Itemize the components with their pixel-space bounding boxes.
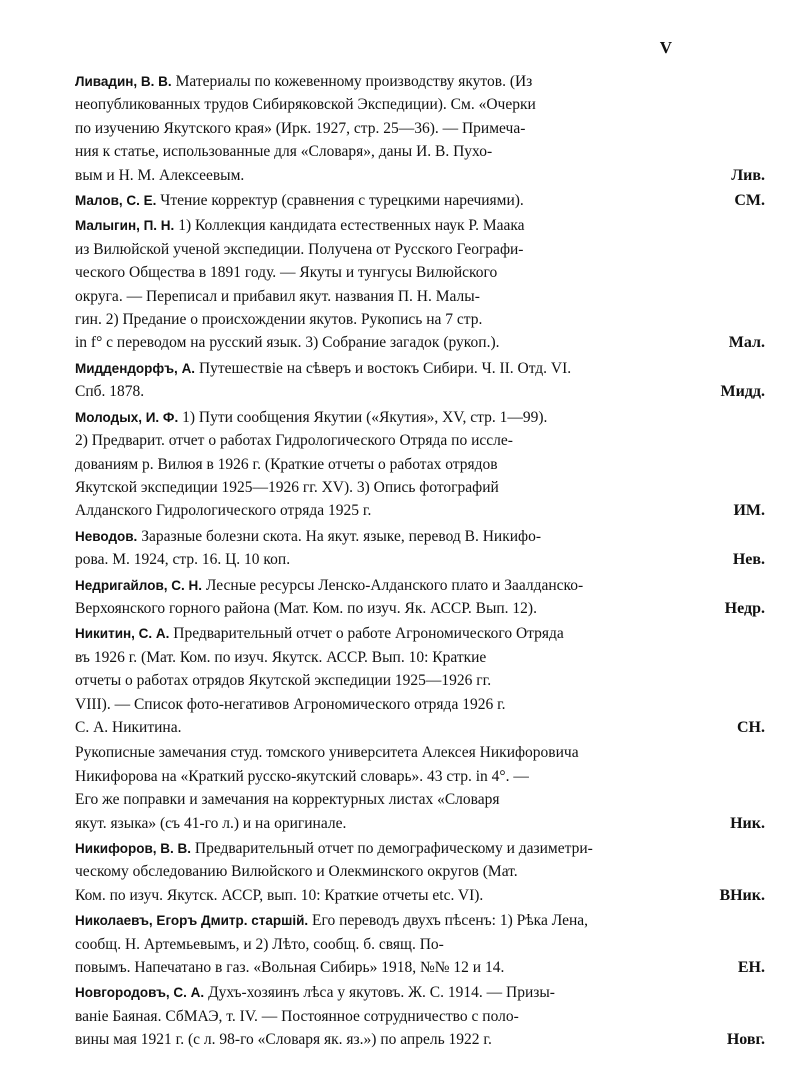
- entry-line-text: ваніе Баяная. СбМАЭ, т. IV. — Постоянное сотрудничество с поло-: [75, 1007, 519, 1025]
- bibliography-entry: [75, 574, 765, 621]
- entry-text: [75, 981, 652, 1051]
- entry-author: Никифоров, В. В.: [75, 841, 192, 856]
- entry-line-text: из Вилюйской ученой экспедиции. Получена от Русского Географи-: [75, 240, 524, 258]
- entry-line: [75, 981, 652, 1004]
- entry-line: [75, 70, 652, 93]
- entry-line-text: 1) Коллекция кандидата естественных наук Р. Маака: [178, 217, 525, 235]
- entry-abbreviation: ИМ.: [733, 502, 765, 520]
- entry-author: Новгородовъ, С. А.: [75, 985, 205, 1001]
- entry-line: [75, 837, 652, 860]
- entry-abbreviation: Новг.: [726, 1031, 765, 1049]
- entry-line-text: Его переводъ двухъ пѣсенъ: 1) Рѣка Лена,: [312, 912, 589, 930]
- entry-line-text: Якутской экспедиции 1925—1926 гг. XV). 3) Опись фотографий: [75, 478, 499, 496]
- entry-line: [75, 261, 652, 284]
- bibliography-entry: [75, 214, 765, 354]
- bibliography-entry: [75, 909, 765, 979]
- entry-author: Недригайлов, С. Н.: [75, 577, 202, 593]
- entry-line-text: сообщ. Н. Артемьевымъ, и 2) Лѣто, сообщ. б. свящ. По-: [75, 935, 444, 953]
- entry-text: [75, 741, 652, 835]
- entry-line-text: якут. языка» (съ 41-го л.) и на оригинале.: [75, 814, 347, 832]
- entry-line-text: Чтение корректур (сравнения с турецкими наречиями).: [160, 192, 524, 210]
- entry-line: [75, 574, 652, 597]
- entry-line: [75, 380, 652, 403]
- entry-line-text: дованиям р. Вилюя в 1926 г. (Краткие отчеты о работах отрядов: [75, 455, 498, 473]
- entry-line: [75, 308, 652, 331]
- entry-line: [75, 238, 652, 261]
- entry-line: [75, 669, 652, 692]
- entry-text: [75, 574, 652, 621]
- bibliography-entry: [75, 981, 765, 1051]
- entry-author: Малыгин, П. Н.: [75, 218, 175, 234]
- entry-text: [75, 214, 652, 354]
- entry-line: [75, 1028, 652, 1051]
- entry-line: [75, 597, 652, 620]
- bibliography-entry: [75, 525, 765, 572]
- entry-author: Малов, С. Е.: [75, 193, 157, 209]
- bibliography-entry: [75, 70, 765, 187]
- entry-author: Неводов.: [75, 528, 138, 544]
- entry-line: [75, 788, 652, 811]
- entry-line-text: VIII). — Список фото-негативов Агрономического отряда 1926 г.: [75, 695, 506, 713]
- entry-text: [75, 189, 652, 212]
- entry-line-text: Предварительный отчет о работе Агрономического Отряда: [173, 625, 564, 643]
- entry-line-text: Лесные ресурсы Ленско-Алданского плато и Заалданско-: [205, 576, 584, 594]
- bibliography-entry: [75, 837, 765, 907]
- page-number: V: [659, 38, 672, 57]
- entry-line: [75, 548, 652, 571]
- entry-line-text: Спб. 1878.: [75, 383, 145, 401]
- entry-line-text: вины мая 1921 г. (с л. 98-го «Словаря як. яз.») по апрель 1922 г.: [75, 1031, 492, 1049]
- entry-line: [75, 164, 652, 187]
- entry-line: [75, 860, 652, 883]
- entry-line-text: Рукописные замечания студ. томского университета Алексея Никифоровича: [75, 744, 579, 762]
- entry-line-text: ния к статье, использованные для «Словаря», даны И. В. Пухо-: [75, 143, 493, 161]
- entry-line: [75, 956, 652, 979]
- entry-line: [75, 357, 652, 380]
- entry-line: [75, 884, 652, 907]
- entry-line: [75, 285, 652, 308]
- bibliography-entry: [75, 406, 765, 523]
- entry-abbreviation: Недр.: [724, 599, 765, 617]
- entry-line-text: округа. — Переписал и прибавил якут. названия П. Н. Малы-: [75, 287, 480, 305]
- entry-abbreviation: ВНик.: [719, 886, 765, 904]
- entry-line: [75, 765, 652, 788]
- entry-line: [75, 429, 652, 452]
- entry-line-text: Его же поправки и замечания на корректурных листах «Словаря: [75, 791, 500, 809]
- entry-line-text: ческого Общества в 1891 году. — Якуты и тунгусы Вилюйского: [75, 264, 498, 282]
- entry-text: [75, 406, 652, 523]
- entry-text: [75, 909, 652, 979]
- entry-line-text: рова. М. 1924, стр. 16. Ц. 10 коп.: [75, 551, 291, 569]
- entry-line-text: Путешествіе на сѣверъ и востокъ Сибири. Ч. II. Отд. VI.: [198, 359, 572, 377]
- entry-line: [75, 646, 652, 669]
- bibliography-entry: [75, 357, 765, 404]
- entry-line-text: in f° с переводом на русский язык. 3) Собрание загадок (рукоп.).: [75, 334, 500, 352]
- entry-author: Молодых, И. Ф.: [75, 409, 179, 425]
- bibliography-entry: [75, 189, 765, 212]
- entry-abbreviation: Мал.: [728, 334, 765, 352]
- entry-text: [75, 70, 652, 187]
- entry-abbreviation: Лив.: [731, 166, 765, 184]
- entry-author: Миддендорфъ, А.: [75, 360, 196, 376]
- entry-text: [75, 525, 652, 572]
- entry-line-text: Духъ-хозяинъ лѣса у якутовъ. Ж. С. 1914. — Призы-: [208, 984, 555, 1002]
- entry-abbreviation: Ник.: [730, 814, 765, 832]
- entry-line-text: ческому обследованию Вилюйского и Олекминского округов (Мат.: [75, 863, 518, 881]
- entry-line: [75, 716, 652, 739]
- entry-abbreviation: СН.: [737, 718, 765, 736]
- entry-line-text: С. А. Никитина.: [75, 718, 182, 736]
- entry-line: [75, 453, 652, 476]
- entry-line-text: въ 1926 г. (Мат. Ком. по изуч. Якутск. АССР. Вып. 10: Краткие: [75, 648, 487, 666]
- entry-line-text: Ком. по изуч. Якутск. АССР, вып. 10: Краткие отчеты etc. VI).: [75, 886, 484, 904]
- entry-abbreviation: Мидд.: [720, 383, 765, 401]
- entry-text: [75, 357, 652, 404]
- entry-line: [75, 1005, 652, 1028]
- entry-line-text: Материалы по кожевенному производству якутов. (Из: [175, 73, 533, 90]
- entry-line-text: неопубликованных трудов Сибиряковской Экспедиции). См. «Очерки: [75, 96, 536, 114]
- bibliography-entry: [75, 622, 765, 739]
- entry-text: [75, 837, 652, 907]
- entry-line-text: Алданского Гидрологического отряда 1925 г.: [75, 502, 372, 520]
- entry-line: [75, 189, 652, 212]
- entry-line: [75, 406, 652, 429]
- entry-line-text: Никифорова на «Краткий русско-якутский словарь». 43 стр. in 4°. —: [75, 767, 529, 785]
- entry-line-text: вым и Н. М. Алексеевым.: [75, 166, 245, 184]
- entry-line: [75, 140, 652, 163]
- entry-line-text: Предварительный отчет по демографическому и дазиметри-: [194, 840, 593, 857]
- entry-line: [75, 741, 652, 764]
- entry-line-text: Заразные болезни скота. На якут. языке, перевод В. Никифо-: [141, 527, 542, 545]
- entry-line-text: отчеты о работах отрядов Якутской экспедиции 1925—1926 гг.: [75, 672, 492, 690]
- entry-line: [75, 693, 652, 716]
- entry-line-text: по изучению Якутского края» (Ирк. 1927, стр. 25—36). — Примеча-: [75, 119, 526, 137]
- bibliography-list: [75, 70, 765, 1054]
- entry-line: [75, 909, 652, 932]
- entry-abbreviation: СМ.: [734, 192, 765, 210]
- bibliography-entry: [75, 741, 765, 835]
- entry-line-text: 1) Пути сообщения Якутии («Якутия», XV, стр. 1—99).: [182, 408, 548, 426]
- entry-abbreviation: ЕН.: [737, 959, 765, 977]
- entry-line-text: Верхоянского горного района (Мат. Ком. по изуч. Як. АССР. Вып. 12).: [75, 599, 537, 617]
- entry-line: [75, 476, 652, 499]
- entry-line: [75, 622, 652, 645]
- entry-line: [75, 933, 652, 956]
- entry-line-text: 2) Предварит. отчет о работах Гидрологического Отряда по иссле-: [75, 432, 513, 450]
- entry-line: [75, 812, 652, 835]
- entry-author: Никитин, С. А.: [75, 626, 170, 642]
- entry-line-text: гин. 2) Предание о происхождении якутов. Рукопись на 7 стр.: [75, 311, 483, 329]
- entry-author: Ливадин, В. В.: [75, 74, 172, 89]
- entry-text: [75, 622, 652, 739]
- entry-line: [75, 525, 652, 548]
- entry-abbreviation: Нев.: [732, 551, 765, 569]
- entry-line-text: повымъ. Напечатано в газ. «Вольная Сибирь» 1918, №№ 12 и 14.: [75, 959, 505, 977]
- entry-line: [75, 117, 652, 140]
- entry-line: [75, 93, 652, 116]
- entry-line: [75, 214, 652, 237]
- entry-line: [75, 499, 652, 522]
- entry-line: [75, 331, 652, 354]
- entry-author: Николаевъ, Егоръ Дмитр. старшій.: [75, 913, 309, 929]
